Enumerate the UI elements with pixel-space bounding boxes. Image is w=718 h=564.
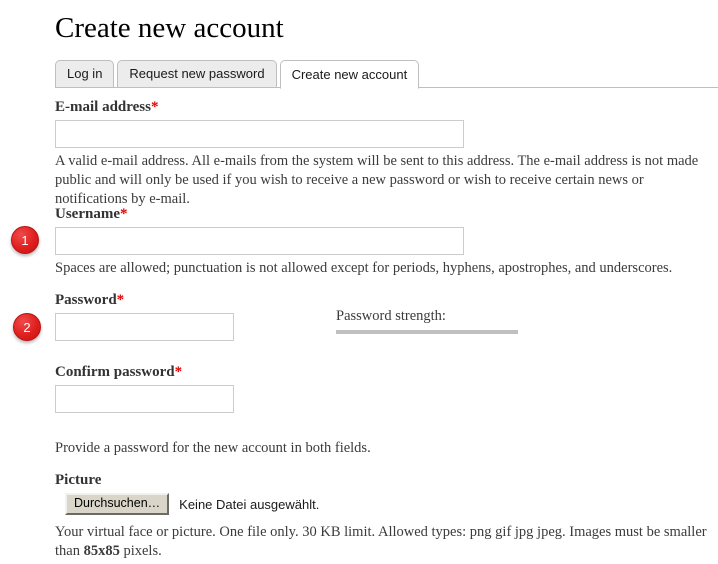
password-strength-bar bbox=[336, 330, 518, 334]
picture-max-dimensions: 85x85 bbox=[83, 543, 120, 559]
picture-label: Picture bbox=[55, 472, 102, 488]
field-email-address bbox=[55, 98, 715, 209]
confirm-password-label-text: Confirm password bbox=[55, 364, 175, 380]
password-required-marker: * bbox=[116, 292, 125, 308]
tab-list bbox=[55, 58, 422, 88]
password-strength-label: Password strength: bbox=[336, 308, 446, 324]
username-label-text: Username bbox=[55, 206, 120, 222]
confirm-password-required-marker: * bbox=[174, 364, 183, 380]
file-upload-row bbox=[65, 493, 715, 515]
username-required-marker: * bbox=[119, 206, 128, 222]
password-field[interactable] bbox=[55, 313, 234, 341]
field-username bbox=[55, 205, 715, 278]
email-address-label bbox=[55, 98, 715, 116]
picture-description-part1: Your virtual face or picture. One file only. 30 KB limit. Allowed types: png gif jpg jpeg. Images must be smaller than bbox=[55, 524, 707, 559]
email-description: A valid e-mail address. All e-mails from the system will be sent to this address. The e-mail address is not made public and will only be used if you wish to receive a new password or wish to receive certain news or notifications by e-mail. bbox=[55, 153, 699, 207]
tab-log-in[interactable]: Log in bbox=[55, 60, 114, 88]
field-password bbox=[55, 291, 715, 341]
password-label-text: Password bbox=[55, 292, 117, 308]
username-label bbox=[55, 205, 715, 223]
file-selection-status: Keine Datei ausgewählt. bbox=[179, 496, 320, 512]
tab-request-new-password[interactable]: Request new password bbox=[117, 60, 276, 88]
confirm-password-label bbox=[55, 363, 715, 381]
confirm-password-description: Provide a password for the new account in both fields. bbox=[55, 440, 371, 456]
email-field[interactable] bbox=[55, 120, 464, 148]
page-title: Create new account bbox=[55, 12, 284, 44]
username-field[interactable] bbox=[55, 227, 464, 255]
tab-create-new-account[interactable]: Create new account bbox=[280, 60, 420, 89]
password-label bbox=[55, 291, 715, 309]
tab-bar bbox=[0, 58, 718, 88]
password-instructions bbox=[55, 439, 715, 458]
annotation-badge-2: 2 bbox=[13, 313, 41, 341]
field-picture bbox=[55, 471, 715, 561]
picture-description bbox=[55, 523, 715, 561]
browse-file-button[interactable]: Durchsuchen… bbox=[65, 493, 169, 515]
annotation-badge-1: 1 bbox=[11, 226, 39, 254]
confirm-password-field[interactable] bbox=[55, 385, 234, 413]
password-strength-meter bbox=[336, 308, 526, 334]
email-required-marker: * bbox=[150, 99, 159, 115]
email-address-label-text: E-mail address bbox=[55, 99, 151, 115]
picture-description-part2: pixels. bbox=[119, 543, 162, 559]
field-confirm-password bbox=[55, 363, 715, 413]
username-description: Spaces are allowed; punctuation is not allowed except for periods, hyphens, apostrophes, and underscores. bbox=[55, 260, 673, 276]
